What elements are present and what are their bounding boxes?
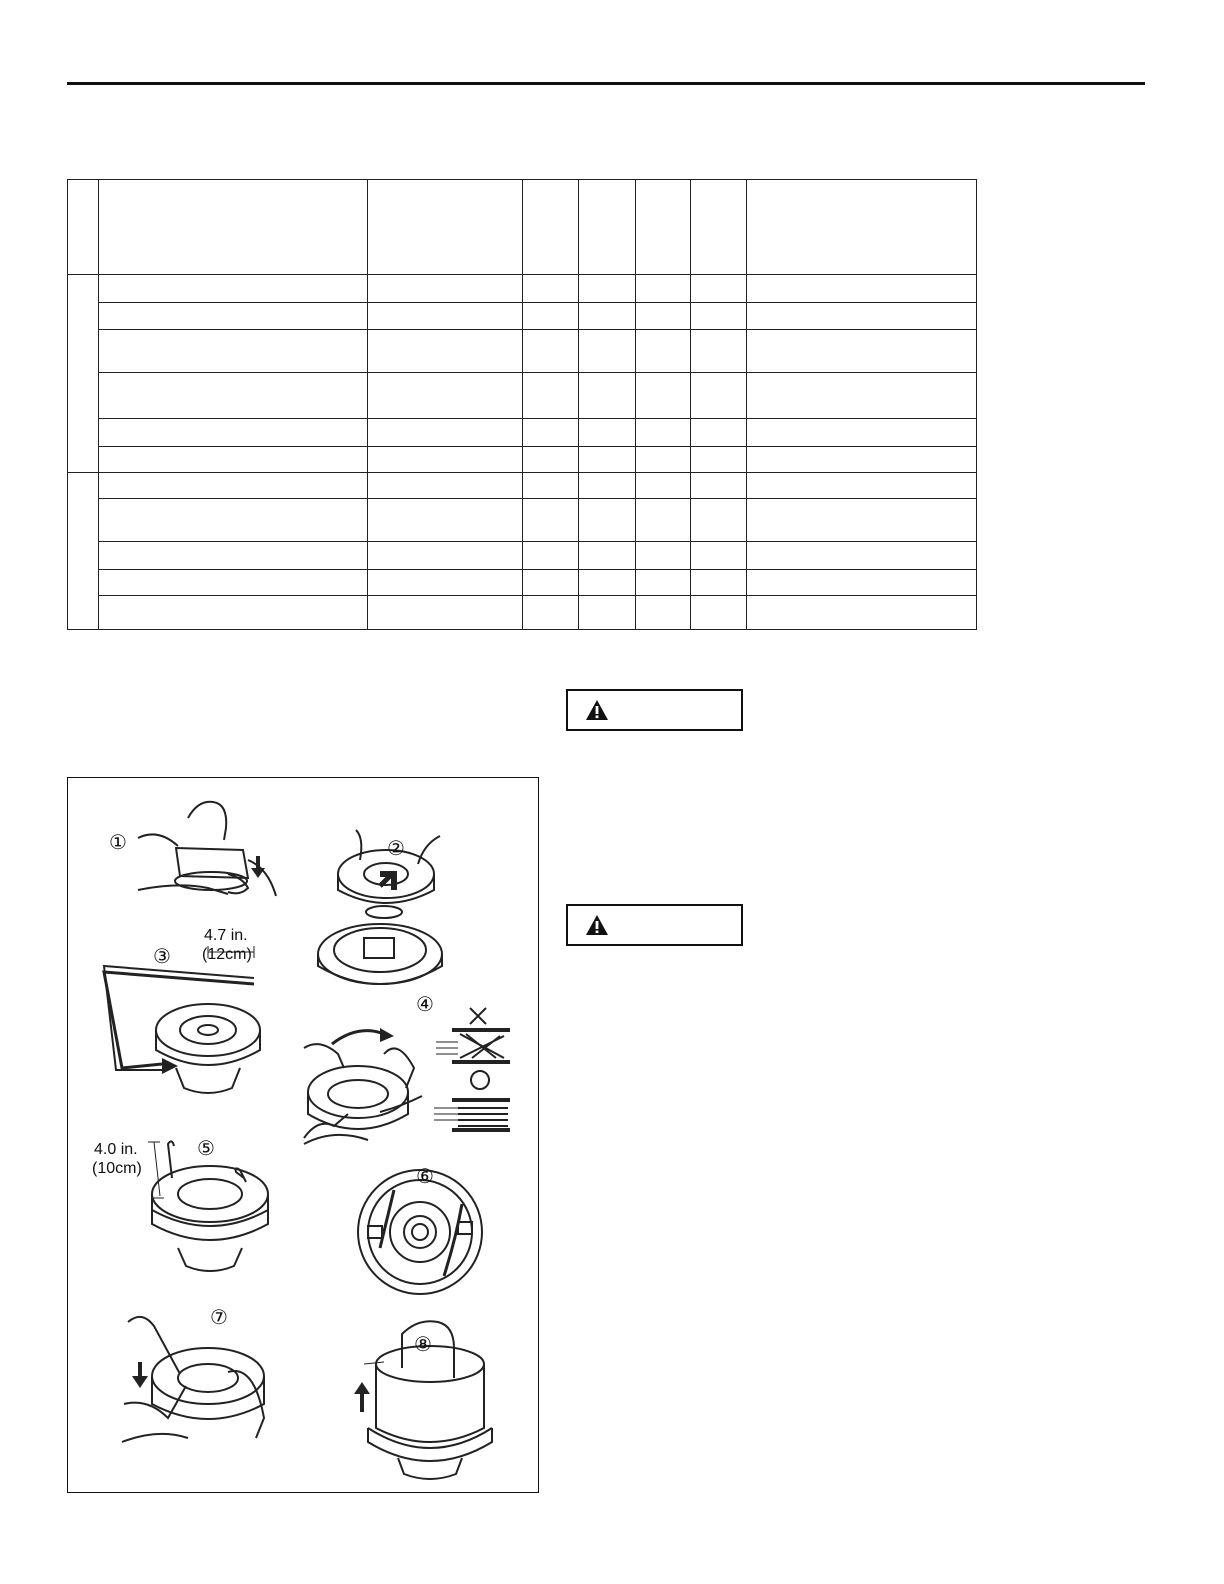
- circle-mark-icon: [471, 1071, 489, 1089]
- step-number: ⑦: [210, 1307, 228, 1329]
- group-cell: [68, 473, 99, 630]
- step-number: ⑥: [416, 1166, 434, 1188]
- step-number: ③: [153, 946, 171, 968]
- table-row: [68, 596, 977, 630]
- table-header-row: [68, 180, 977, 275]
- cross-mark-icon: [470, 1008, 486, 1024]
- table-row: [68, 570, 977, 596]
- step-number: ④: [416, 994, 434, 1016]
- top-rule: [67, 82, 1145, 85]
- table-row: [68, 330, 977, 373]
- table-row: [68, 542, 977, 570]
- warning-triangle-icon: [585, 914, 609, 936]
- measurement-label: (12cm): [202, 946, 252, 963]
- line-replacement-figure: [67, 777, 539, 1493]
- measurement-label: 4.7 in.: [204, 927, 248, 944]
- warning-label-box: [566, 904, 743, 946]
- step2-illustration: [318, 830, 442, 984]
- warning-triangle-icon: [585, 699, 609, 721]
- step6-illustration: [358, 1170, 482, 1294]
- step1-illustration: [138, 802, 276, 896]
- table-row: [68, 275, 977, 303]
- maintenance-schedule-table: [67, 179, 977, 630]
- measurement-label: (10cm): [92, 1160, 142, 1177]
- step-number: ⑤: [197, 1138, 215, 1160]
- table-row: [68, 303, 977, 330]
- warning-label-box: [566, 689, 743, 731]
- table-row: [68, 447, 977, 473]
- step-number: ①: [109, 832, 127, 854]
- step7-illustration: [122, 1317, 264, 1442]
- step5-illustration: [148, 1138, 268, 1271]
- step3-illustration: [104, 946, 260, 1093]
- group-cell: [68, 275, 99, 473]
- step-number: ⑧: [414, 1334, 432, 1356]
- measurement-label: 4.0 in.: [94, 1141, 138, 1158]
- table-row: [68, 419, 977, 447]
- table-row: [68, 373, 977, 419]
- table-row: [68, 499, 977, 542]
- table-row: [68, 473, 977, 499]
- step-number: ②: [387, 838, 405, 860]
- step4-illustration: [304, 1028, 422, 1144]
